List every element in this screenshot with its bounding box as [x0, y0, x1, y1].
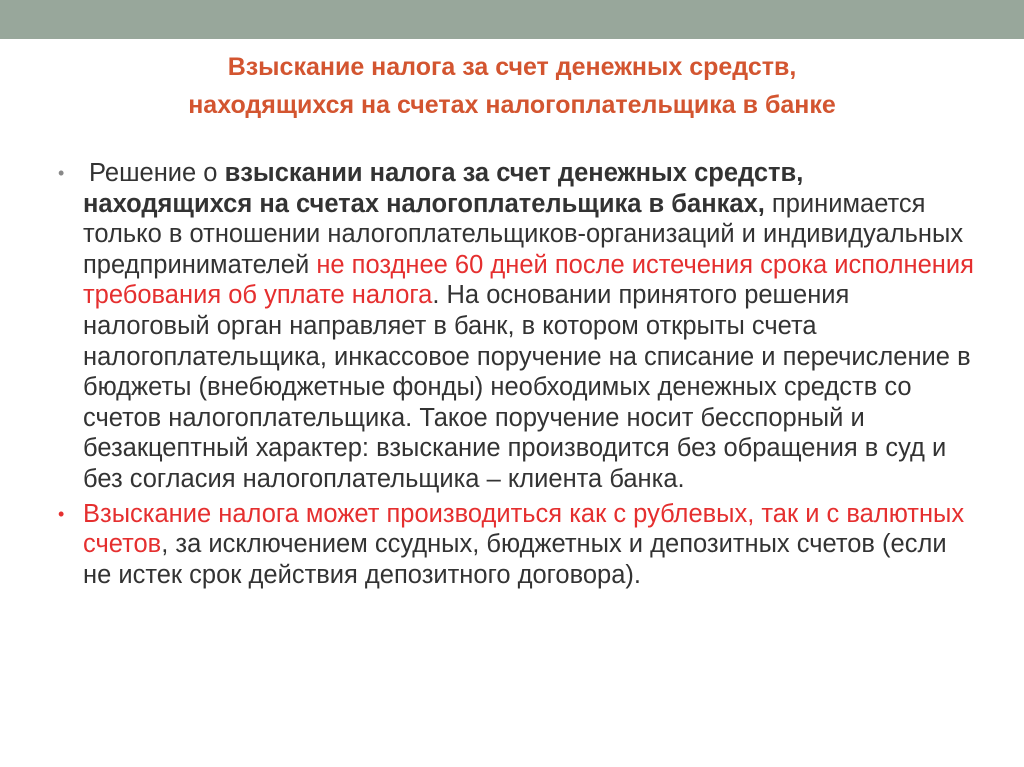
bullet-item-currency-accounts [58, 499, 978, 591]
bullet-text-part: принимается только в отношении налогоплательщиков-организаций и индивидуальных предпринимателей [83, 189, 964, 279]
bullet-text-red: не позднее 60 дней после истечения срока исполнения требования об уплате налога [83, 250, 974, 310]
slide-title-line-1: Взыскание налога за счет денежных средств, [227, 53, 797, 81]
bullet-marker: • [58, 503, 65, 524]
slide-title [60, 48, 964, 124]
bullet-text-red: Взыскание налога может производиться как с рублевых, так и с валютных счетов [83, 499, 965, 559]
bullet-text-part: , за исключением ссудных, бюджетных и депозитных счетов (если не истек срок действия депозитного договора). [83, 530, 947, 589]
bullet-list [58, 158, 978, 590]
bullet-text-part: Решение о [89, 159, 225, 187]
bullet-item-decision [58, 158, 978, 495]
bullet-text-part: . На основании принятого решения налоговый орган направляет в банк, в котором открыты счета налогоплательщика, инкассовое поручение на списание и перечисление в бюджеты (внебюджетные фонды) необходимых денежных средств со счетов налогоплательщика. Такое поручение носит бесспорный и безакцептный характер: взыскание производится без обращения в суд и без согласия налогоплательщика – клиента банка. [83, 281, 971, 493]
bullet-marker: • [58, 163, 65, 183]
bullet-text-bold: взыскании налога за счет денежных средств, находящихся на счетах налогоплательщика в банках, [83, 159, 804, 218]
top-bar [0, 0, 1024, 39]
slide-title-line-2: находящихся на счетах налогоплательщика в банке [188, 91, 836, 119]
